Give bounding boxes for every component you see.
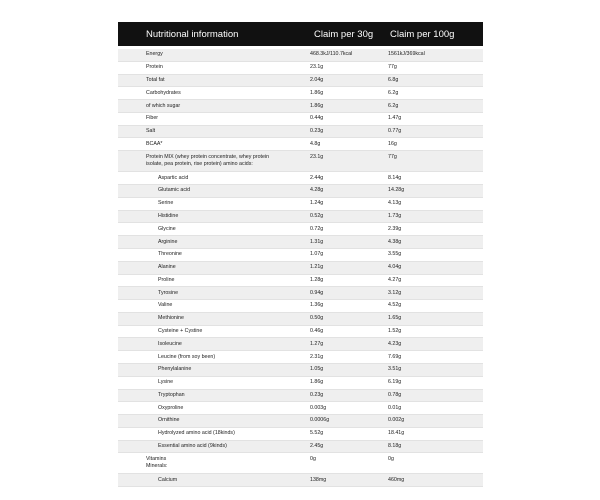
table-row [118, 249, 483, 262]
nutrient-name: Methionine [158, 315, 184, 322]
nutrient-name: Proline [158, 276, 175, 283]
table-row [118, 428, 483, 441]
table-row [118, 138, 483, 151]
table-header [118, 22, 483, 46]
table-row [118, 351, 483, 364]
value-per-30g: 468.3kJ/110.7kcal [310, 51, 353, 58]
value-per-100g: 77g [388, 64, 397, 71]
table-row [118, 113, 483, 126]
value-per-100g: 6.2g [388, 102, 399, 109]
value-per-30g: 0.50g [310, 315, 324, 322]
table-row [118, 377, 483, 390]
value-per-100g: 460mg [388, 476, 405, 483]
nutrient-name: Isoleucine [158, 340, 182, 347]
nutrient-name: Hydrolyzed amino acid (18kinds) [158, 430, 235, 437]
table-row [118, 338, 483, 351]
nutrient-name: Total fat [146, 76, 165, 83]
table-row [118, 300, 483, 313]
table-row [118, 151, 483, 172]
value-per-100g: 0g [388, 456, 394, 463]
value-per-100g: 4.52g [388, 302, 402, 309]
value-per-30g: 2.04g [310, 76, 324, 83]
nutrient-name: Salt [146, 128, 156, 135]
table-row [118, 172, 483, 185]
table-row [118, 364, 483, 377]
nutrient-name: Alanine [158, 264, 176, 271]
value-per-100g: 1.47g [388, 115, 402, 122]
nutrition-table [118, 22, 483, 487]
value-per-30g: 0.23g [310, 128, 324, 135]
table-row [118, 402, 483, 415]
value-per-100g: 1.52g [388, 328, 402, 335]
table-row [118, 223, 483, 236]
value-per-30g: 1.28g [310, 276, 324, 283]
table-row [118, 287, 483, 300]
nutrient-name: Aspartic acid [158, 174, 189, 181]
value-per-30g: 4.28g [310, 187, 324, 194]
value-per-100g: 1.65g [388, 315, 402, 322]
nutrient-name: Leucine (from soy been) [158, 353, 216, 360]
nutrient-name: Calcium [158, 476, 178, 483]
value-per-30g: 1.86g [310, 102, 324, 109]
table-row [118, 211, 483, 224]
value-per-100g: 2.39g [388, 225, 402, 232]
value-per-30g: 23.1g [310, 154, 324, 161]
value-per-30g: 5.52g [310, 430, 324, 437]
value-per-30g: 1.86g [310, 379, 324, 386]
value-per-100g: 14.28g [388, 187, 405, 194]
table-body [118, 49, 483, 487]
value-per-100g: 0.77g [388, 128, 402, 135]
nutrient-name: Cysteine + Cystine [158, 328, 203, 335]
nutrient-name: Arginine [158, 238, 178, 245]
value-per-100g: 4.38g [388, 238, 402, 245]
value-per-100g: 8.14g [388, 174, 402, 181]
table-row [118, 390, 483, 403]
value-per-30g: 0.72g [310, 225, 324, 232]
table-row [118, 415, 483, 428]
value-per-30g: 1.05g [310, 366, 324, 373]
nutrient-name: Vitamins Minerals: [146, 456, 168, 470]
value-per-30g: 2.45g [310, 443, 324, 450]
value-per-30g: 1.27g [310, 340, 324, 347]
table-row [118, 49, 483, 62]
value-per-30g: 138mg [310, 476, 327, 483]
value-per-100g: 0.78g [388, 391, 402, 398]
table-row [118, 326, 483, 339]
table-row [118, 75, 483, 88]
table-row [118, 100, 483, 113]
value-per-30g: 1.36g [310, 302, 324, 309]
value-per-30g: 0.52g [310, 212, 324, 219]
value-per-30g: 2.44g [310, 174, 324, 181]
header-nutritional-information: Nutritional information [146, 28, 239, 40]
nutrient-name: Threonine [158, 251, 182, 258]
nutrient-name: Fiber [146, 115, 159, 122]
nutrient-name: Protein [146, 64, 163, 71]
value-per-100g: 7.69g [388, 353, 402, 360]
nutrient-name: Carbohydrates [146, 89, 181, 96]
table-row [118, 236, 483, 249]
nutrient-name: Oxyproline [158, 404, 184, 411]
table-row [118, 262, 483, 275]
nutrient-name: Protein MIX (whey protein concentrate, whey protein isolate, pea protein, rise protein) amino acids: [146, 154, 270, 168]
value-per-100g: 6.8g [388, 76, 399, 83]
value-per-100g: 18.41g [388, 430, 405, 437]
value-per-100g: 3.55g [388, 251, 402, 258]
header-claim-per-30g: Claim per 30g [314, 28, 374, 40]
table-row [118, 198, 483, 211]
value-per-30g: 1.31g [310, 238, 324, 245]
value-per-30g: 0.94g [310, 289, 324, 296]
value-per-30g: 2.31g [310, 353, 324, 360]
table-row [118, 185, 483, 198]
value-per-100g: 16g [388, 140, 397, 147]
value-per-100g: 4.04g [388, 264, 402, 271]
value-per-30g: 4.8g [310, 140, 321, 147]
table-row [118, 453, 483, 474]
value-per-30g: 0.23g [310, 391, 324, 398]
value-per-30g: 0.46g [310, 328, 324, 335]
table-row [118, 474, 483, 487]
value-per-100g: 0.002g [388, 417, 405, 424]
value-per-100g: 4.13g [388, 200, 402, 207]
value-per-100g: 3.12g [388, 289, 402, 296]
value-per-30g: 0.003g [310, 404, 327, 411]
value-per-30g: 1.24g [310, 200, 324, 207]
value-per-100g: 77g [388, 154, 397, 161]
nutrient-name: Tyrosine [158, 289, 179, 296]
nutrient-name: Glutamic acid [158, 187, 191, 194]
table-row [118, 87, 483, 100]
value-per-100g: 6.2g [388, 89, 399, 96]
value-per-30g: 1.21g [310, 264, 324, 271]
table-row [118, 313, 483, 326]
value-per-100g: 4.23g [388, 340, 402, 347]
table-row [118, 275, 483, 288]
value-per-100g: 8.18g [388, 443, 402, 450]
nutrient-name: Phenylalanine [158, 366, 192, 373]
nutrient-name: BCAA* [146, 140, 163, 147]
nutrient-name: Valine [158, 302, 173, 309]
nutrient-name: Ornithine [158, 417, 180, 424]
value-per-30g: 0.44g [310, 115, 324, 122]
nutrient-name: Energy [146, 51, 163, 58]
value-per-100g: 4.27g [388, 276, 402, 283]
value-per-100g: 1.73g [388, 212, 402, 219]
table-row [118, 62, 483, 75]
header-claim-per-100g: Claim per 100g [390, 28, 455, 40]
value-per-100g: 0.01g [388, 404, 402, 411]
nutrient-name: Essential amino acid (9kinds) [158, 443, 227, 450]
table-row [118, 441, 483, 454]
value-per-100g: 1561kJ/369kcal [388, 51, 425, 58]
value-per-100g: 6.19g [388, 379, 402, 386]
nutrient-name: Serine [158, 200, 174, 207]
value-per-30g: 0g [310, 456, 316, 463]
nutrient-name: of which sugar [146, 102, 181, 109]
value-per-30g: 1.07g [310, 251, 324, 258]
value-per-30g: 1.86g [310, 89, 324, 96]
value-per-30g: 0.0006g [310, 417, 330, 424]
nutrient-name: Histidine [158, 212, 179, 219]
nutrient-name: Tryptophan [158, 391, 185, 398]
value-per-100g: 3.51g [388, 366, 402, 373]
table-row [118, 126, 483, 139]
nutrient-name: Glycine [158, 225, 176, 232]
nutrient-name: Lysine [158, 379, 174, 386]
value-per-30g: 23.1g [310, 64, 324, 71]
